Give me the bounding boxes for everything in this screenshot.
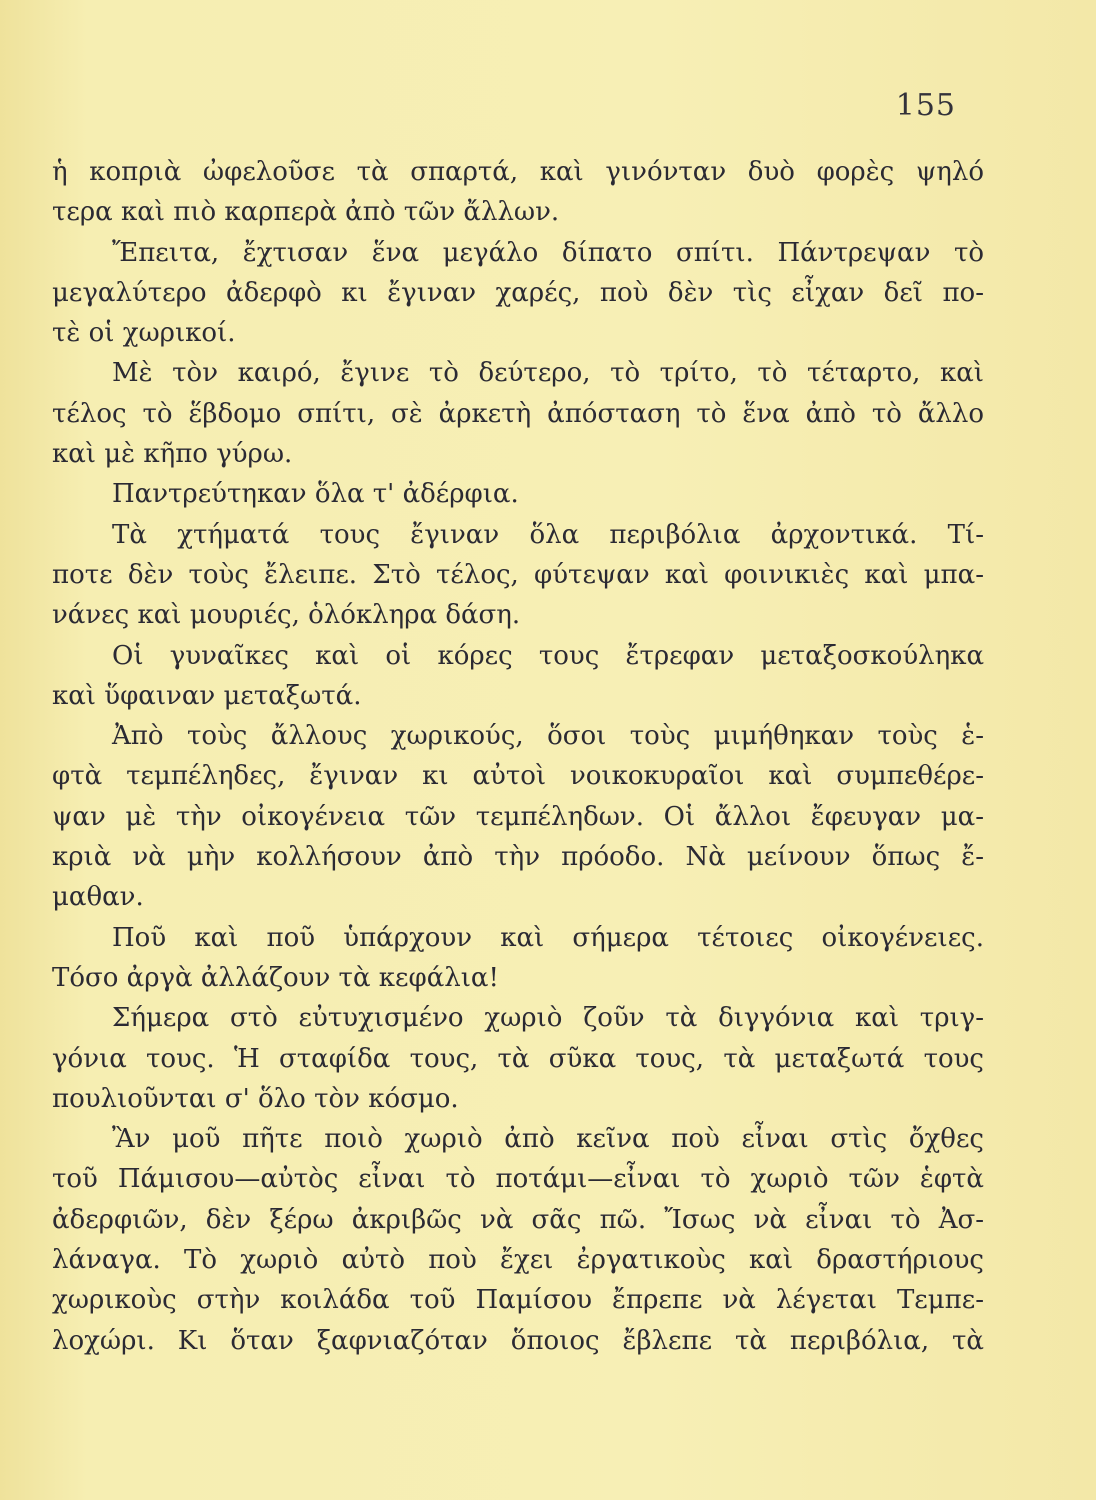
text-line: Ποῦ καὶ ποῦ ὑπάρχουν καὶ σήμερα τέτοιες οἰκογένειες.	[112, 922, 984, 953]
text-line: ποτε δὲν τοὺς ἔλειπε. Στὸ τέλος, φύτεψαν καὶ φοινικιὲς καὶ μπα-	[52, 559, 984, 590]
text-line: Τὰ χτήματά τους ἔγιναν ὅλα περιβόλια ἀρχοντικά. Τί-	[112, 519, 984, 550]
text-line: Ἀπὸ τοὺς ἄλλους χωρικούς, ὅσοι τοὺς μιμήθηκαν τοὺς ἑ-	[112, 721, 984, 752]
text-line: καὶ ὕφαιναν μεταξωτά.	[52, 680, 362, 711]
body-text	[52, 152, 984, 1361]
page-number: 155	[895, 88, 956, 123]
text-line: νάνες καὶ μουριές, ὁλόκληρα δάση.	[52, 600, 521, 631]
text-line: τέλος τὸ ἕβδομο σπίτι, σὲ ἀρκετὴ ἀπόσταση τὸ ἕνα ἀπὸ τὸ ἄλλο	[52, 398, 984, 429]
text-line: Παντρεύτηκαν ὅλα τ' ἀδέρφια.	[112, 479, 519, 510]
text-line: τερα καὶ πιὸ καρπερὰ ἀπὸ τῶν ἄλλων.	[52, 197, 560, 228]
text-line: Ἂν μοῦ πῆτε ποιὸ χωριὸ ἀπὸ κεῖνα ποὺ εἶναι στὶς ὄχθες	[112, 1124, 984, 1155]
text-line: κριὰ νὰ μὴν κολλήσουν ἀπὸ τὴν πρόοδο. Νὰ μείνουν ὅπως ἔ-	[52, 842, 984, 873]
text-line: τοῦ Πάμισου—αὐτὸς εἶναι τὸ ποτάμι—εἶναι τὸ χωριὸ τῶν ἑφτὰ	[52, 1164, 984, 1195]
text-line: λοχώρι. Κι ὅταν ξαφνιαζόταν ὅποιος ἔβλεπε τὰ περιβόλια, τὰ	[52, 1325, 984, 1356]
text-line: μαθαν.	[52, 882, 144, 913]
text-line: Ἔπειτα, ἔχτισαν ἕνα μεγάλο δίπατο σπίτι. Πάντρεψαν τὸ	[112, 237, 984, 268]
text-line: Μὲ τὸν καιρό, ἔγινε τὸ δεύτερο, τὸ τρίτο, τὸ τέταρτο, καὶ	[112, 358, 984, 389]
text-line: μεγαλύτερο ἀδερφὸ κι ἔγιναν χαρές, ποὺ δὲν τὶς εἶχαν δεῖ πο-	[52, 277, 984, 308]
text-line: καὶ μὲ κῆπο γύρω.	[52, 439, 293, 470]
text-line: ἀδερφιῶν, δὲν ξέρω ἀκριβῶς νὰ σᾶς πῶ. Ἴσως νὰ εἶναι τὸ Ἀσ-	[52, 1204, 984, 1235]
text-line: λάναγα. Τὸ χωριὸ αὐτὸ ποὺ ἔχει ἐργατικοὺς καὶ δραστήριους	[52, 1245, 984, 1276]
text-line: ἡ κοπριὰ ὠφελοῦσε τὰ σπαρτά, καὶ γινόνταν δυὸ φορὲς ψηλό	[52, 157, 984, 187]
text-line: φτὰ τεμπέληδες, ἔγιναν κι αὐτοὶ νοικοκυραῖοι καὶ συμπεθέρε-	[52, 761, 984, 792]
text-line: τὲ οἱ χωρικοί.	[52, 318, 236, 349]
text-line: Τόσο ἀργὰ ἀλλάζουν τὰ κεφάλια!	[52, 962, 499, 993]
text-line: γόνια τους. Ἡ σταφίδα τους, τὰ σῦκα τους, τὰ μεταξωτά τους	[52, 1043, 984, 1074]
text-line: Σήμερα στὸ εὐτυχισμένο χωριὸ ζοῦν τὰ διγγόνια καὶ τριγ-	[112, 1003, 984, 1034]
text-line: Οἱ γυναῖκες καὶ οἱ κόρες τους ἔτρεφαν μεταξοσκούληκα	[112, 640, 984, 671]
text-line: χωρικοὺς στὴν κοιλάδα τοῦ Παμίσου ἔπρεπε νὰ λέγεται Τεμπε-	[52, 1285, 984, 1316]
text-line: πουλιοῦνται σ' ὅλο τὸν κόσμο.	[52, 1083, 459, 1114]
text-line: ψαν μὲ τὴν οἰκογένεια τῶν τεμπέληδων. Οἱ ἄλλοι ἔφευγαν μα-	[52, 801, 984, 832]
